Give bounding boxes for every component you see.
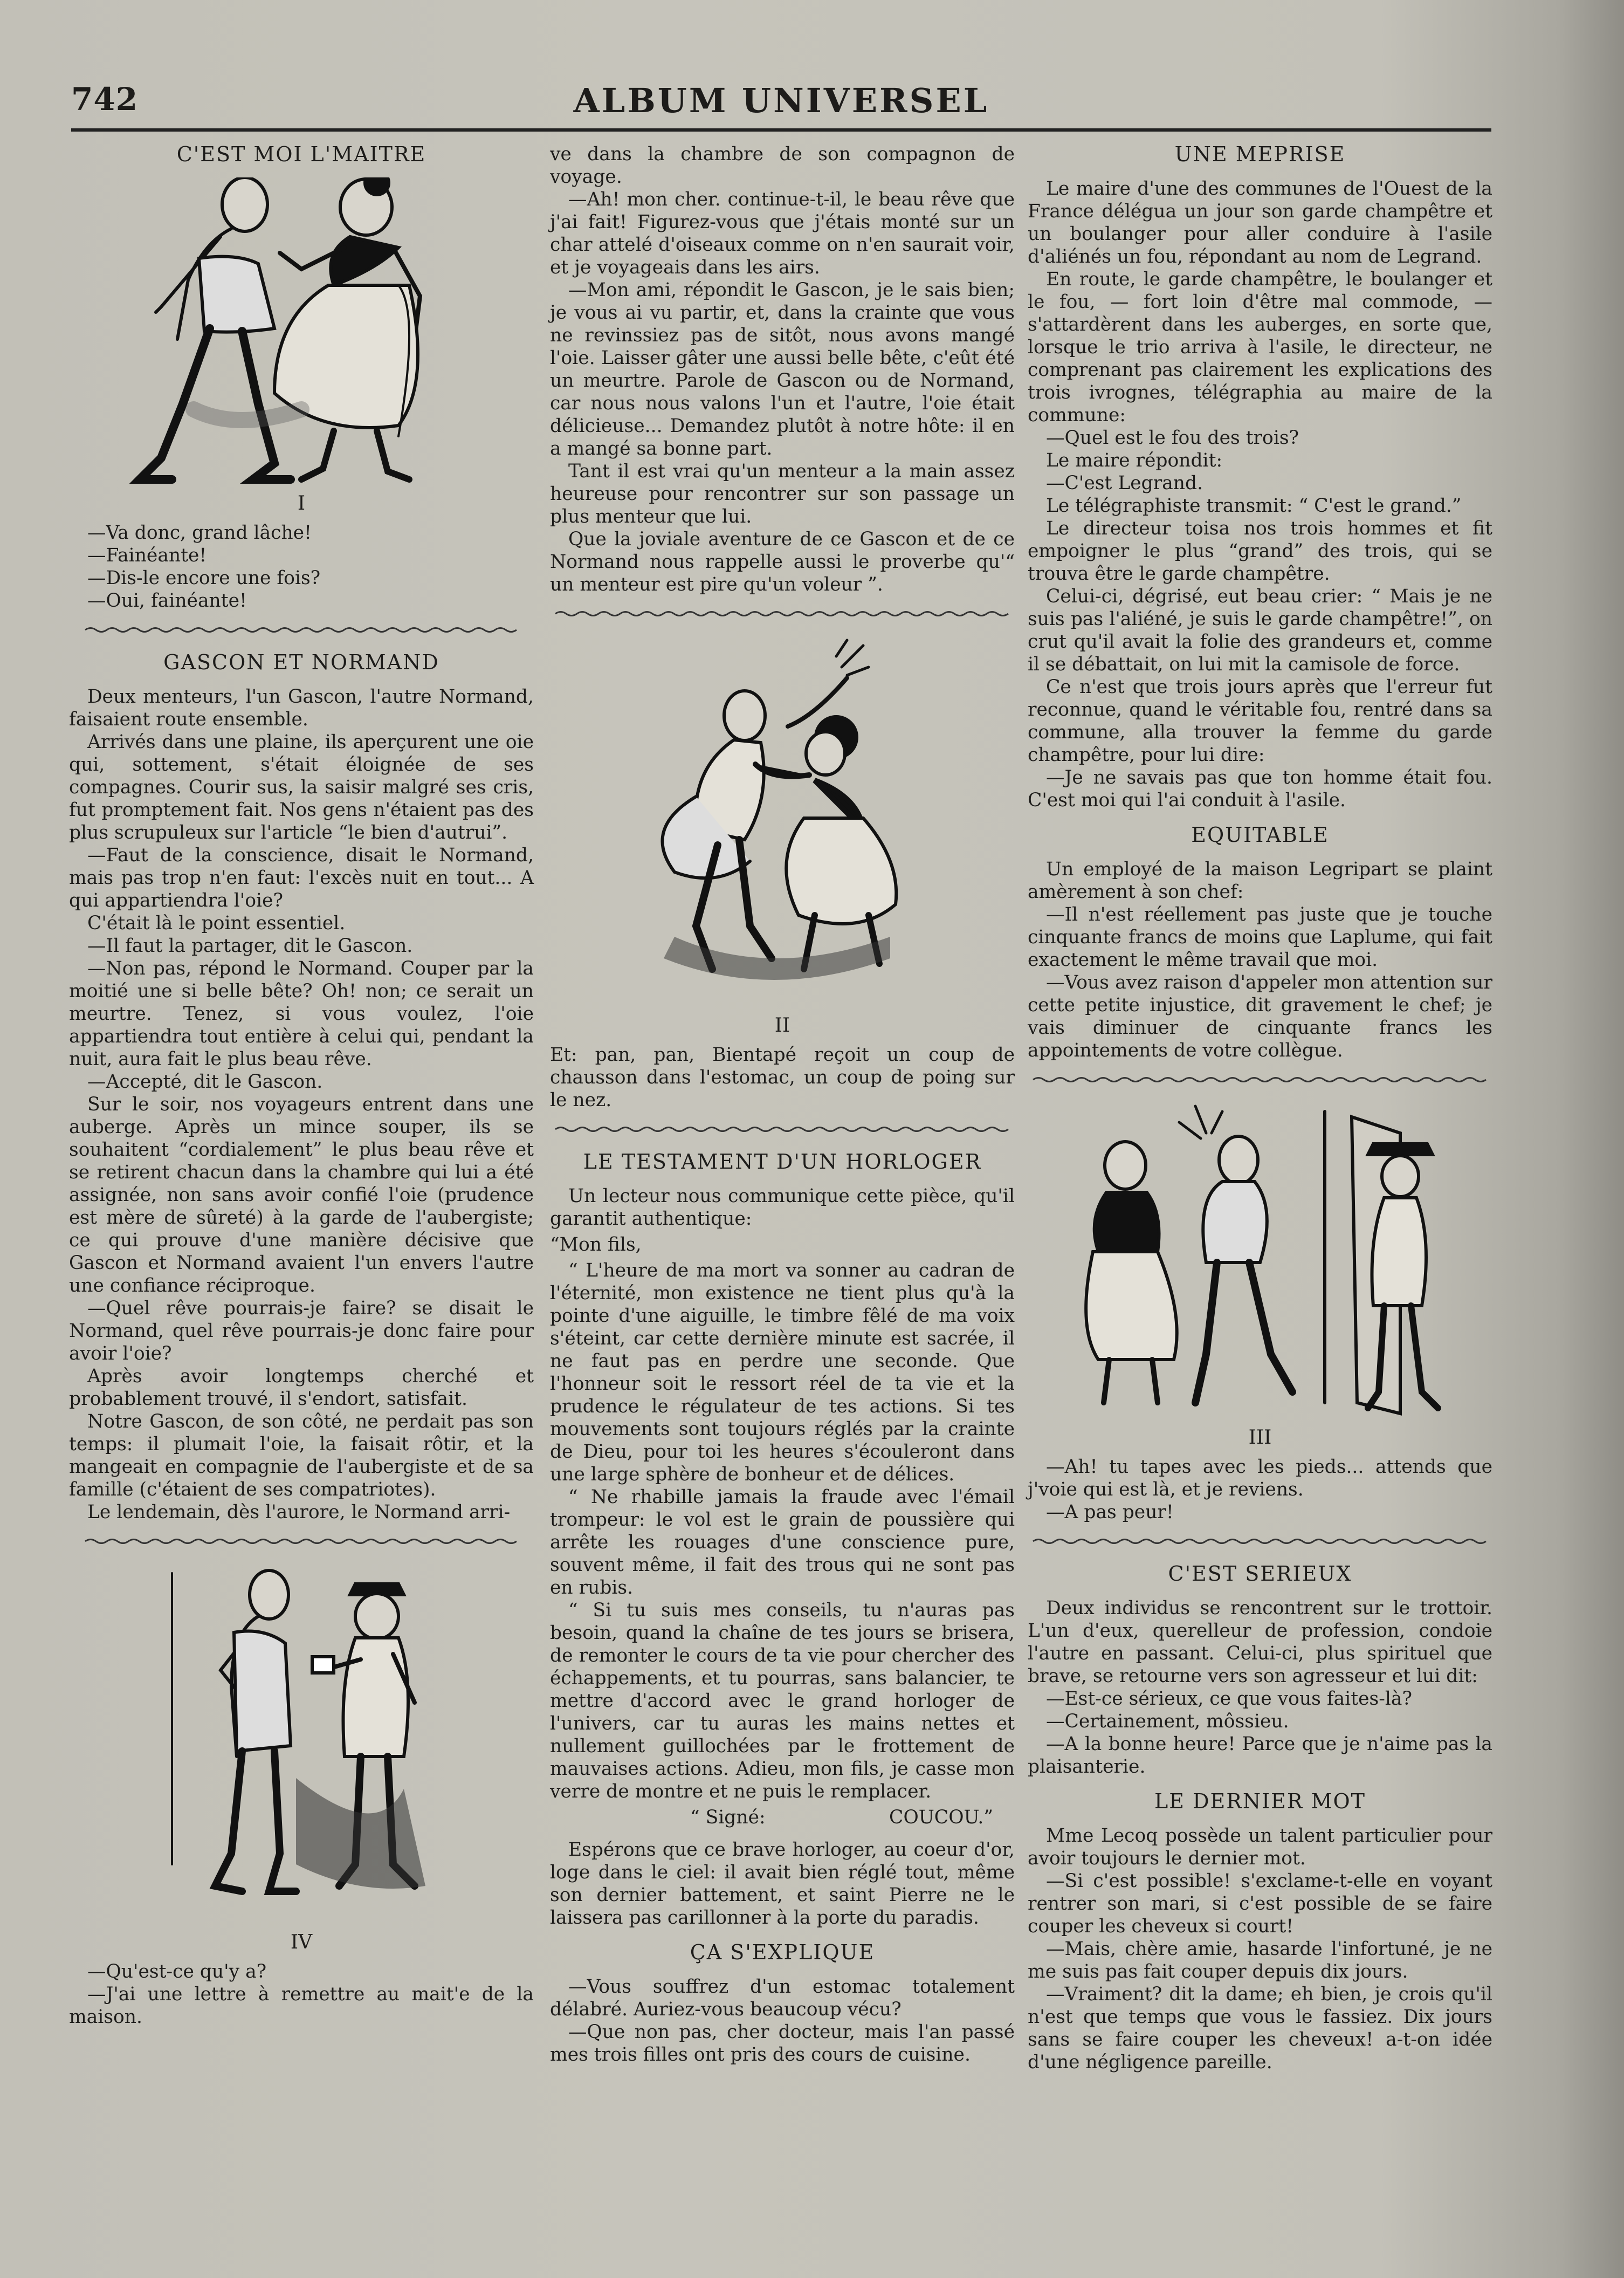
- paragraph: —Ah! mon cher. continue-t-il, le beau rêve que j'ai fait! Figurez-vous que j'étais monté sur un char attelé d'oiseaux comme on n'en saurait voir, et je voyageais dans les airs.: [550, 189, 1015, 278]
- signed-name: COUCOU.”: [889, 1807, 993, 1828]
- illustration-three-figures-at-door: [1066, 1101, 1454, 1424]
- paragraph: Arrivés dans une plaine, ils aperçurent une oie qui, sottement, s'était éloignée de ses compagnes. Courir sus, la saisir malgré ses cris, fut promptement fait. Nos gens n'étaient pas des plus scrupuleux sur l'article “le bien d'autrui”.: [69, 731, 534, 843]
- paragraph: —Certainement, môssieu.: [1046, 1711, 1289, 1732]
- header-rule: [71, 128, 1491, 132]
- paragraph: Que la joviale aventure de ce Gascon et de ce Normand nous rappelle aussi le proverbe qu'“ un menteur est pire qu'un voleur ”.: [550, 529, 1015, 595]
- paragraph: Mme Lecoq possède un talent particulier pour avoir toujours le dernier mot.: [1028, 1825, 1492, 1869]
- dialog-line: —Oui, fainéante!: [87, 590, 247, 612]
- illustration-text: Et: pan, pan, Bientapé reçoit un coup de chausson dans l'estomac, un coup de poing sur le nez.: [550, 1044, 1015, 1111]
- illustration-caption: II: [774, 1014, 790, 1037]
- paragraph: Tant il est vrai qu'un menteur a la main assez heureuse pour rencontrer sur son passage un plus menteur que lui.: [550, 461, 1015, 527]
- paragraph: —Vous avez raison d'appeler mon attention sur cette petite injustice, dit gravement le chef; je vais diminuer de cinquante francs les appointements de votre collègue.: [1028, 972, 1492, 1061]
- paragraph: —Faut de la conscience, disait le Normand, mais pas trop n'en faut: l'excès nuit en tout... A qui appartiendra l'oie?: [69, 845, 534, 911]
- dialog-line: —Vous souffrez d'un estomac totalement délabré. Auriez-vous beaucoup vécu?: [550, 1976, 1015, 2020]
- page-number: 742: [71, 81, 139, 118]
- story-title: LE TESTAMENT D'UN HORLOGER: [583, 1150, 982, 1174]
- section-divider: [1028, 1536, 1492, 1546]
- signed-label: “ Signé:: [690, 1807, 766, 1828]
- paragraph: Celui-ci, dégrisé, eut beau crier: “ Mais je ne suis pas l'aliéné, je suis le garde champêtre!”, on crut qu'il avait la folie des grandeurs et, comme il se débattait, on lui mit la camisole de force.: [1028, 586, 1492, 675]
- story-title: GASCON ET NORMAND: [163, 650, 439, 674]
- paragraph: —C'est Legrand.: [1046, 472, 1203, 494]
- column-3: [1028, 143, 1492, 2074]
- paragraph: —Quel rêve pourrais-je faire? se disait le Normand, quel rêve pourrais-je donc faire pour avoir l'oie?: [69, 1298, 534, 1364]
- story-title: EQUITABLE: [1191, 823, 1329, 847]
- illustration-caption: III: [1248, 1426, 1272, 1449]
- section-divider: [550, 609, 1015, 619]
- paragraph: Un employé de la maison Legripart se plaint amèrement à son chef:: [1028, 859, 1492, 903]
- paragraph: Le directeur toisa nos trois hommes et fit empoigner le plus “grand” des trois, qui se trouva être le garde champêtre.: [1028, 518, 1492, 585]
- dialog-line: —Qu'est-ce qu'y a?: [87, 1961, 267, 1982]
- illustration-couple-arguing: [97, 177, 506, 490]
- paragraph: Un lecteur nous communique cette pièce, qu'il garantit authentique:: [550, 1185, 1015, 1230]
- paragraph: —Est-ce sérieux, ce que vous faites-là?: [1046, 1688, 1412, 1710]
- paragraph: Espérons que ce brave horloger, au coeur d'or, loge dans le ciel: il avait bien réglé tout, même son dernier battement, et saint Pierre ne le laissera pas carillonner à la porte du paradis.: [550, 1839, 1015, 1929]
- paragraph: —Accepté, dit le Gascon.: [87, 1071, 323, 1093]
- dialog-line: —Va donc, grand lâche!: [87, 522, 312, 544]
- paragraph: —Si c'est possible! s'exclame-t-elle en voyant rentrer son mari, si c'est possible de se faire couper les cheveux si court!: [1028, 1870, 1492, 1937]
- paragraph: —Quel est le fou des trois?: [1046, 427, 1299, 449]
- masthead-title: ALBUM UNIVERSEL: [573, 81, 989, 120]
- paragraph: Notre Gascon, de son côté, ne perdait pas son temps: il plumait l'oie, la faisait rôtir, et la mangeait en compagnie de l'aubergiste et de sa famille (c'étaient de ses compatriotes).: [69, 1411, 534, 1500]
- dialog-line: —Que non pas, cher docteur, mais l'an passé mes trois filles ont pris des cours de cuisine.: [550, 2021, 1015, 2066]
- paragraph: Après avoir longtemps cherché et probablement trouvé, il s'endort, satisfait.: [69, 1366, 534, 1410]
- paragraph: Le télégraphiste transmit: “ C'est le grand.”: [1046, 495, 1462, 517]
- story-title: C'EST MOI L'MAITRE: [176, 142, 426, 166]
- dialog-line: —Dis-le encore une fois?: [87, 567, 321, 589]
- paragraph: —Non pas, répond le Normand. Couper par la moitié une si belle bête? Oh! non; ce serait un meurtre. Tenez, si vous voulez, l'oie appartiendra tout entière à celui qui, pendant la nuit, aura fait le plus beau rêve.: [69, 958, 534, 1070]
- paragraph: Deux menteurs, l'un Gascon, l'autre Normand, faisaient route ensemble.: [69, 686, 534, 730]
- story-title: LE DERNIER MOT: [1154, 1789, 1366, 1813]
- paragraph: —Je ne savais pas que ton homme était fou. C'est moi qui l'ai conduit à l'asile.: [1028, 767, 1492, 811]
- paragraph: “ Ne rhabille jamais la fraude avec l'émail trompeur: le vol est le grain de poussière qui arrête les rouages d'une conscience pure, souvent même, il fait des trous qui ne sont pas en rubis.: [550, 1486, 1015, 1598]
- salutation: “Mon fils,: [550, 1234, 642, 1255]
- paragraph: “ Si tu suis mes conseils, tu n'auras pas besoin, quand la chaîne de tes jours se brisera, de remonter le cours de ta vie pour chercher des échappements, et tu pourras, sans balancier, te mettre d'accord avec le grand horloger de l'univers, car tu auras les mains nettes et nullement guillochées par le frottement de mauvaises actions. Adieu, mon fils, je casse mon verre de montre et ne puis le remplacer.: [550, 1600, 1015, 1802]
- section-divider: [1028, 1075, 1492, 1085]
- paragraph: “ L'heure de ma mort va sonner au cadran de l'éternité, mon existence ne tient plus qu'à la pointe d'une aiguille, le timbre fêlé de ma voix s'éteint, car cette dernière minute est sacrée, il ne faut pas en perdre une seconde. Que l'honneur soit le ressort réel de ta vie et la prudence le régulateur de tes actions. Si tes mouvements sont toujours réglés par la crainte de Dieu, pour toi les heures s'écouleront dans une large sphère de bonheur et de délices.: [550, 1260, 1015, 1485]
- paragraph: Ce n'est que trois jours après que l'erreur fut reconnue, quand le véritable fou, rentré dans sa commune, alla trouver la femme du garde champêtre, pour lui dire:: [1028, 676, 1492, 766]
- paragraph: Le lendemain, dès l'aurore, le Normand arri-: [87, 1501, 511, 1523]
- paragraph: —Mais, chère amie, hasarde l'infortuné, je ne me suis pas fait couper depuis dix jours.: [1028, 1938, 1492, 1982]
- paragraph: Le maire d'une des communes de l'Ouest de la France délégua un jour son garde champêtre et un boulanger pour aller conduire à l'asile d'aliénés un fou, répondant au nom de Legrand.: [1028, 178, 1492, 267]
- paragraph: —Il n'est réellement pas juste que je touche cinquante francs de moins que Laplume, qui fait exactement le même travail que moi.: [1028, 904, 1492, 971]
- paragraph: ve dans la chambre de son compagnon de voyage.: [550, 143, 1015, 188]
- story-title: C'EST SERIEUX: [1168, 1562, 1352, 1586]
- section-divider: [69, 1536, 534, 1546]
- dialog-line: —J'ai une lettre à remettre au mait'e de la maison.: [69, 1984, 534, 2028]
- column-2: [550, 143, 1015, 2066]
- section-divider: [550, 1124, 1015, 1134]
- story-title: ÇA S'EXPLIQUE: [690, 1940, 875, 1964]
- dialog-line: —Ah! tu tapes avec les pieds... attends que j'voie qui est là, et je reviens.: [1028, 1456, 1492, 1500]
- section-divider: [69, 625, 534, 635]
- illustration-woman-hitting-man: [610, 635, 955, 1012]
- column-1: [69, 143, 534, 2028]
- paragraph: —A la bonne heure! Parce que je n'aime pas la plaisanterie.: [1028, 1733, 1492, 1778]
- paragraph: —Il faut la partager, dit le Gascon.: [87, 935, 413, 957]
- page-header: [71, 81, 1491, 129]
- dialog-line: —Fainéante!: [87, 545, 207, 566]
- story-title: UNE MEPRISE: [1174, 142, 1346, 166]
- paragraph: —Vraiment? dit la dame; eh bien, je crois qu'il n'est que temps que vous le fassiez. Dix jours sans se faire couper les cheveux! a-t-on idée d'une négligence pareille.: [1028, 1984, 1492, 2073]
- signature-line: [550, 1806, 1015, 1829]
- paragraph: C'était là le point essentiel.: [87, 912, 346, 934]
- paragraph: Deux individus se rencontrent sur le trottoir. L'un d'eux, querelleur de profession, condoie l'autre en passant. Celui-ci, plus spirituel que brave, se retourne vers son agresseur et lui dit:: [1028, 1597, 1492, 1687]
- dialog-line: —A pas peur!: [1046, 1501, 1174, 1523]
- paragraph: Le maire répondit:: [1046, 450, 1223, 471]
- illustration-caption: I: [297, 492, 306, 514]
- paragraph: En route, le garde champêtre, le boulanger et le fou, — fort loin d'être mal commode, — s'attardèrent dans les auberges, en sorte que, lorsque le trio arriva à l'asile, le directeur, ne comprenant pas clairement les explications des trois ivrognes, télégraphia au maire de la commune:: [1028, 269, 1492, 426]
- illustration-caption: IV: [290, 1931, 313, 1953]
- illustration-messenger-at-door: [134, 1562, 469, 1929]
- paragraph: Sur le soir, nos voyageurs entrent dans une auberge. Après un mince souper, ils se souhaitent “cordialement” le plus beau rêve et se retirent chacun dans la chambre qui lui a été assignée, non sans avoir confié l'oie (prudence est mère de sûreté) à la garde de l'aubergiste; ce qui prouve d'une manière décisive que Gascon et Normand avaient l'un envers l'autre une confiance réciproque.: [69, 1094, 534, 1296]
- paragraph: —Mon ami, répondit le Gascon, je le sais bien; je vous ai vu partir, et, dans la crainte que vous ne revinssiez pas de sitôt, nous avons mangé l'oie. Laisser gâter une aussi belle bête, c'eût été un meurtre. Parole de Gascon ou de Normand, car nous nous valons l'un et l'autre, l'oie était délicieuse... Demandez plutôt à notre hôte: il en a mangé sa bonne part.: [550, 279, 1015, 459]
